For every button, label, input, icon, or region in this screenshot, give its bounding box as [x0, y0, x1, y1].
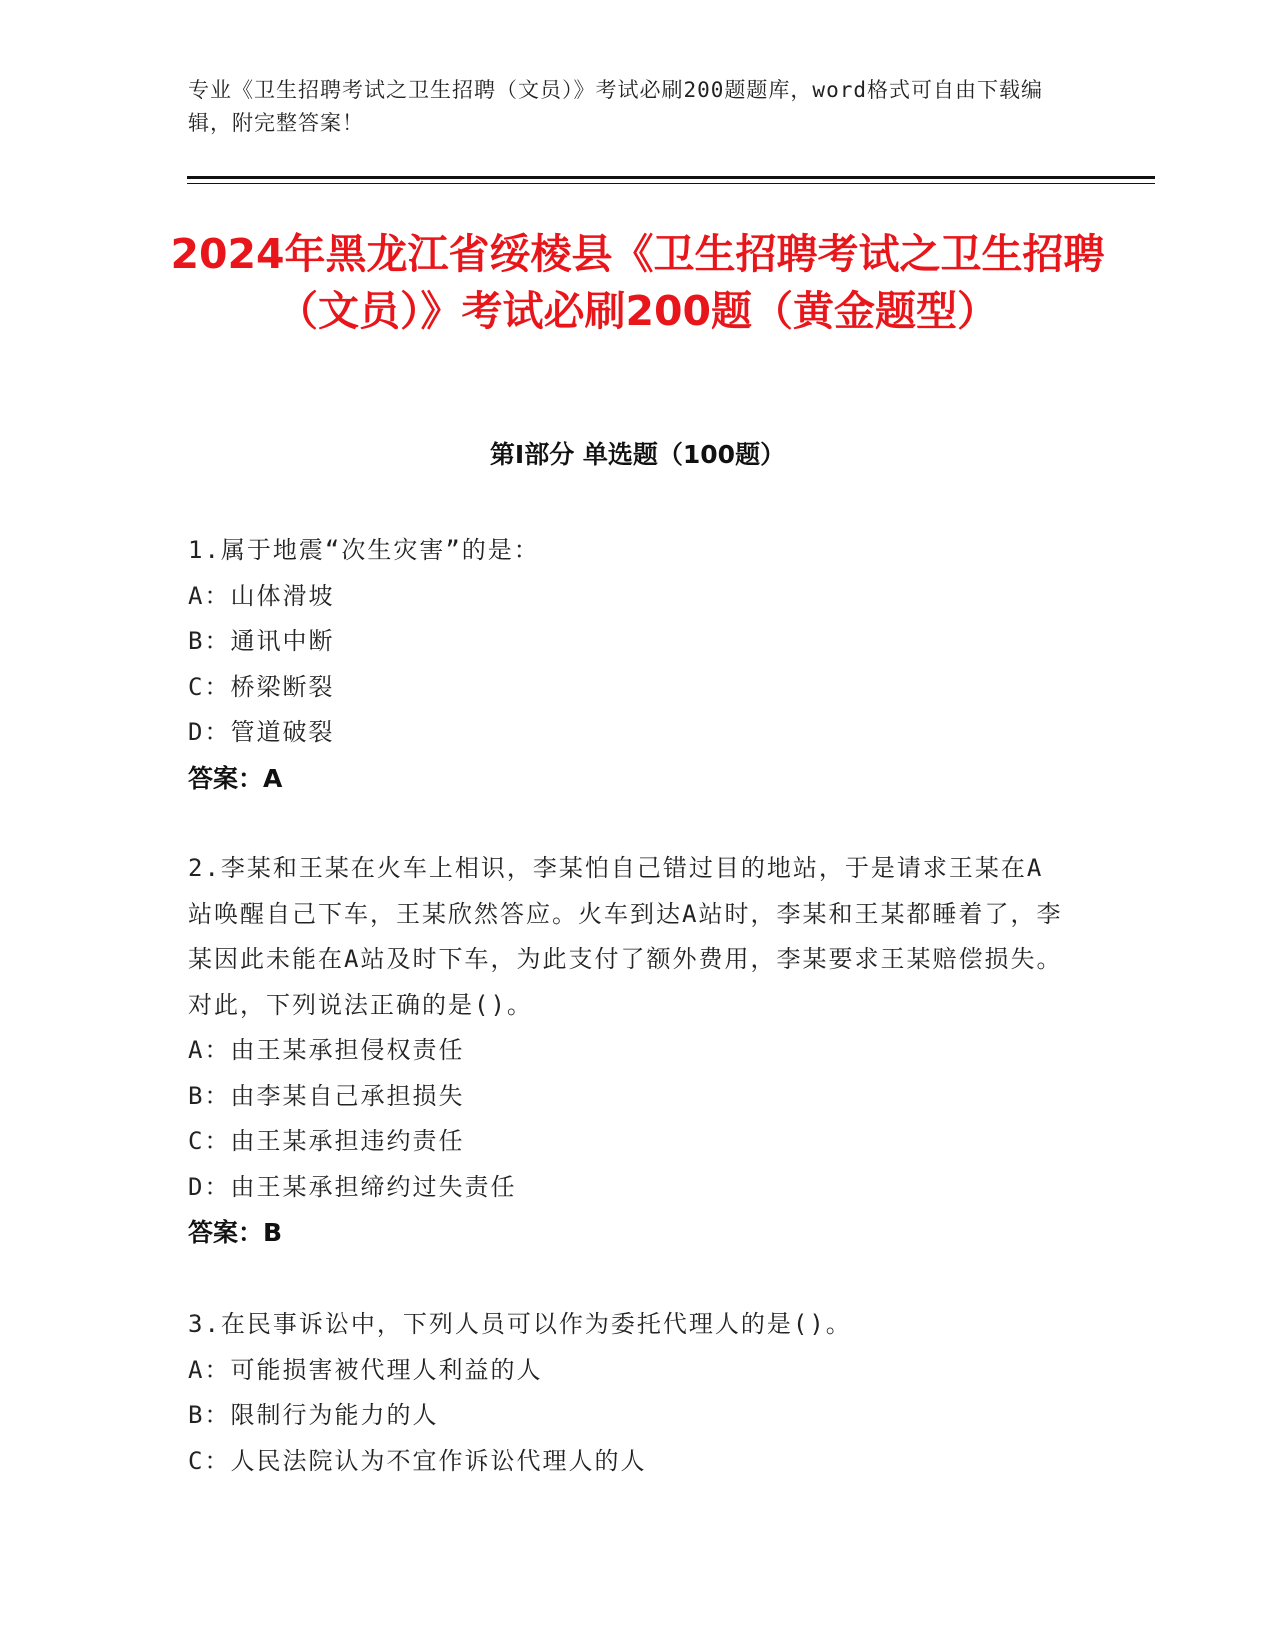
option-a: A：由王某承担侵权责任 — [188, 1036, 465, 1064]
option-b: B：限制行为能力的人 — [188, 1401, 439, 1429]
question-stem: 3.在民事诉讼中，下列人员可以作为委托代理人的是()。 — [188, 1310, 852, 1338]
answer-line: 答案：B — [188, 1218, 283, 1247]
header-note: 专业《卫生招聘考试之卫生招聘（文员）》考试必刷200题题库，word格式可自由下载编辑，附完整答案！ — [188, 78, 1043, 135]
question-stem: 1.属于地震“次生灾害”的是： — [188, 536, 540, 564]
document-title: 2024年黑龙江省绥棱县《卫生招聘考试之卫生招聘（文员）》考试必刷200题（黄金题型） — [170, 230, 1105, 335]
question-1 — [188, 528, 1068, 801]
option-c: C：桥梁断裂 — [188, 672, 335, 701]
header-divider-thin — [187, 183, 1155, 184]
option-c: C：人民法院认为不宜作诉讼代理人的人 — [188, 1446, 647, 1475]
question-2 — [188, 846, 1068, 1256]
question-3 — [188, 1302, 1068, 1484]
option-d: D：管道破裂 — [188, 718, 335, 746]
question-stem: 2.李某和王某在火车上相识，李某怕自己错过目的地站，于是请求王某在A站唤醒自己下车，王某欣然答应。火车到达A站时，李某和王某都睡着了，李某因此未能在A站及时下车，为此支付了额外费用，李某要求王某赔偿损失。对此，下列说法正确的是()。 — [188, 854, 1063, 1019]
option-a: A：山体滑坡 — [188, 581, 335, 610]
header-divider-thick — [187, 176, 1155, 179]
section-title: 第Ⅰ部分 单选题（100题） — [489, 440, 786, 469]
option-d: D：由王某承担缔约过失责任 — [188, 1172, 517, 1201]
option-b: B：通讯中断 — [188, 627, 335, 655]
answer-line: 答案：A — [188, 763, 283, 793]
option-b: B：由李某自己承担损失 — [188, 1081, 465, 1110]
option-a: A：可能损害被代理人利益的人 — [188, 1355, 543, 1384]
option-c: C：由王某承担违约责任 — [188, 1127, 465, 1155]
